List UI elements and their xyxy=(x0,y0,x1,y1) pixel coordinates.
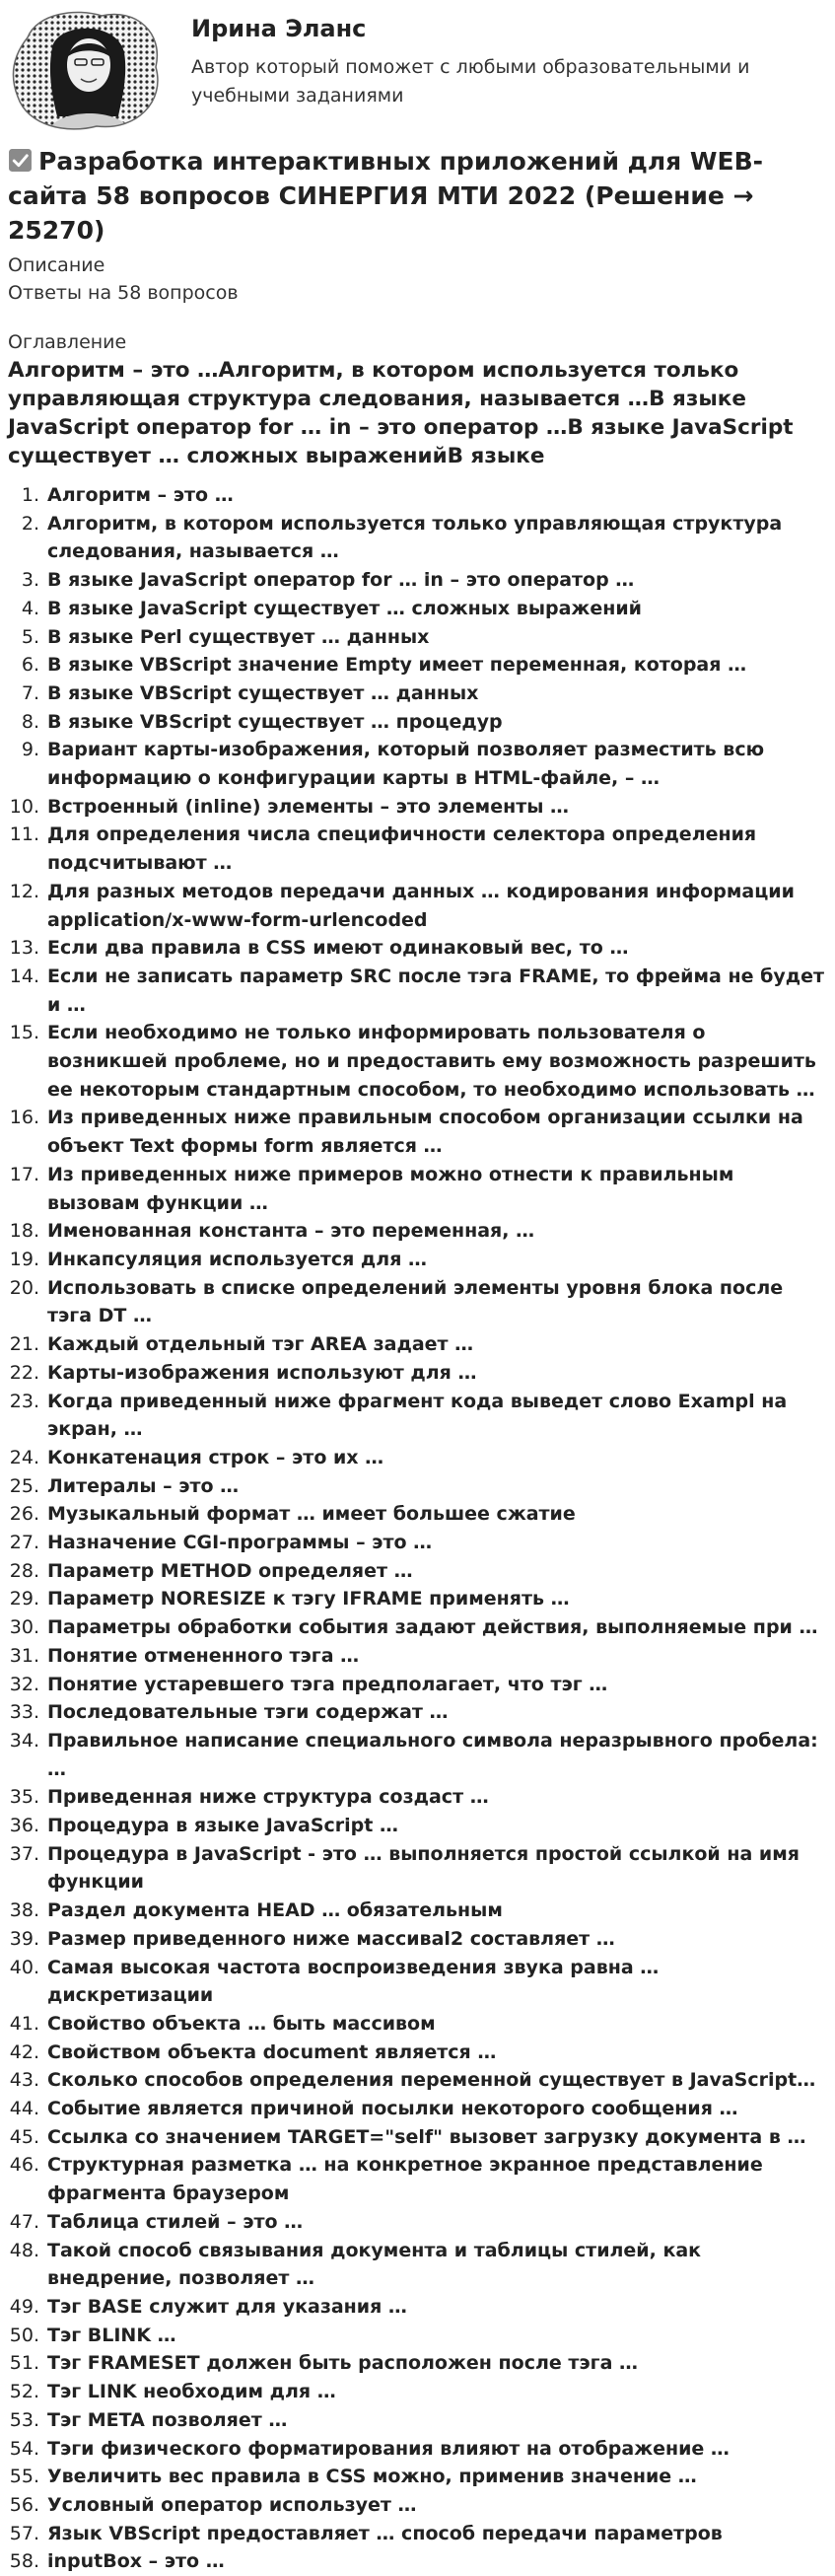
toc-item-number: 44. xyxy=(9,2098,39,2120)
author-avatar[interactable] xyxy=(8,8,166,134)
work-title-text: Разработка интерактивных приложений для WEB-сайта 58 вопросов СИНЕРГИЯ МТИ 2022 (Решение → 25270) xyxy=(8,147,764,245)
toc-item-text: Свойством объекта document является … xyxy=(47,2040,497,2063)
toc-item-number: 35. xyxy=(9,1786,39,1809)
toc-item-number: 6. xyxy=(21,654,39,677)
toc-item-number: 13. xyxy=(9,937,39,960)
toc-item-text: Тэг FRAMESET должен быть расположен после тэга … xyxy=(47,2352,639,2375)
toc-item-text: Именованная константа – это переменная, … xyxy=(47,1220,535,1243)
toc-item-number: 17. xyxy=(9,1163,39,1185)
author-card xyxy=(8,0,827,138)
toc-item-text: Язык VBScript предоставляет … способ передачи параметров xyxy=(47,2522,723,2544)
toc-item-text: Правильное написание специального символа неразрывного пробела: … xyxy=(47,1729,818,1780)
toc-item-text: Из приведенных ниже правильным способом организации ссылки на объект Text формы form является … xyxy=(47,1107,803,1158)
toc-item-text: Размер приведенного ниже массиваl2 составляет … xyxy=(47,1927,615,1950)
toc-item-text: В языке Perl существует … данных xyxy=(47,625,430,648)
toc-label: Оглавление xyxy=(8,331,127,353)
description-text: Ответы на 58 вопросов xyxy=(8,282,239,304)
toc-item-number: 55. xyxy=(9,2466,39,2488)
toc-item[interactable] xyxy=(8,878,827,934)
toc-item-text: Сколько способов определения переменной существует в JavaScript… xyxy=(47,2069,816,2092)
toc-item[interactable] xyxy=(8,1727,827,1783)
toc-item[interactable] xyxy=(8,2378,827,2406)
toc-item[interactable] xyxy=(8,2491,827,2520)
toc-item[interactable] xyxy=(8,963,827,1019)
toc-item[interactable] xyxy=(8,1246,827,1274)
toc-item[interactable] xyxy=(8,1019,827,1104)
toc-item-text: Такой способ связывания документа и таблицы стилей, как внедрение, позволяет … xyxy=(47,2239,702,2290)
author-name[interactable]: Ирина Эланс xyxy=(191,15,367,42)
toc-item-text: Конкатенация строк – это их … xyxy=(47,1446,384,1468)
toc-item-number: 9. xyxy=(21,739,39,761)
toc-item-number: 49. xyxy=(9,2296,39,2318)
toc-item-text: В языке JavaScript существует … сложных выражений xyxy=(47,597,642,619)
toc-item-text: Каждый отдельный тэг AREA задает … xyxy=(47,1333,474,1356)
toc-item-number: 4. xyxy=(21,597,39,619)
toc-item-number: 50. xyxy=(9,2324,39,2346)
toc-item-number: 52. xyxy=(9,2381,39,2403)
toc-item[interactable] xyxy=(8,1274,827,1330)
toc-item-text: В языке VBScript существует … процедур xyxy=(47,710,503,733)
toc-item[interactable] xyxy=(8,2095,827,2123)
toc-item-text: Карты-изображения используют для … xyxy=(47,1361,477,1384)
toc-item[interactable] xyxy=(8,1840,827,1896)
toc-item[interactable] xyxy=(8,1783,827,1812)
toc-item-text: Если не записать параметр SRC после тэга FRAME, то фрейма не будет и … xyxy=(47,965,824,1016)
toc-item[interactable] xyxy=(8,481,827,510)
toc-item-text: Процедура в JavaScript - это … выполняется простой ссылкой на имя функции xyxy=(47,1842,800,1894)
toc-item-text: Тэги физического форматирования влияют на отображение … xyxy=(47,2437,730,2460)
toc-item[interactable] xyxy=(8,1671,827,1699)
toc-item[interactable] xyxy=(8,2010,827,2039)
toc-item-text: Параметры обработки события задают действия, выполняемые при … xyxy=(47,1616,818,1639)
toc-item-number: 51. xyxy=(9,2352,39,2375)
toc-item-number: 7. xyxy=(21,681,39,704)
toc-item-number: 56. xyxy=(9,2493,39,2516)
toc-item-text: Алгоритм – это … xyxy=(47,484,234,506)
toc-item-text: Самая высокая частота воспроизведения звука равна … дискретизации xyxy=(47,1956,660,2007)
toc-item[interactable] xyxy=(8,2349,827,2378)
toc-item-text: Назначение CGI-программы – это … xyxy=(47,1532,433,1554)
toc-list xyxy=(8,481,827,2576)
toc-item-number: 24. xyxy=(9,1446,39,1468)
toc-item[interactable] xyxy=(8,1444,827,1472)
toc-item-number: 14. xyxy=(9,965,39,987)
toc-item-number: 40. xyxy=(9,1956,39,1978)
toc-item-number: 19. xyxy=(9,1248,39,1270)
description-label: Описание xyxy=(8,254,105,276)
toc-item-number: 37. xyxy=(9,1842,39,1865)
toc-item-text: Понятие устаревшего тэга предполагает, что тэг … xyxy=(47,1673,608,1695)
toc-item-number: 31. xyxy=(9,1644,39,1667)
toc-item[interactable] xyxy=(8,1698,827,1727)
toc-item-text: Параметр NORESIZE к тэгу IFRAME применять … xyxy=(47,1588,570,1610)
toc-item-number: 45. xyxy=(9,2125,39,2148)
toc-item-text: В языке VBScript значение Empty имеет переменная, которая … xyxy=(47,654,747,677)
toc-item-text: Для определения числа специфичности селектора определения подсчитывают … xyxy=(47,823,757,875)
toc-item[interactable] xyxy=(8,1812,827,1840)
toc-item-number: 16. xyxy=(9,1107,39,1129)
toc-item[interactable] xyxy=(8,1557,827,1586)
toc-item-number: 26. xyxy=(9,1503,39,1526)
toc-item[interactable] xyxy=(8,1642,827,1671)
toc-item-text: inputBox – это … xyxy=(47,2550,225,2573)
toc-item[interactable] xyxy=(8,680,827,708)
toc-item-text: Музыкальный формат … имеет большее сжатие xyxy=(47,1503,576,1526)
toc-item-number: 47. xyxy=(9,2210,39,2233)
toc-item[interactable] xyxy=(8,821,827,877)
toc-item-number: 36. xyxy=(9,1815,39,1837)
toc-item[interactable] xyxy=(8,2151,827,2207)
toc-item-number: 21. xyxy=(9,1333,39,1356)
toc-item-text: Тэг META позволяет … xyxy=(47,2408,288,2431)
toc-item-number: 41. xyxy=(9,2012,39,2035)
toc-item-text: Тэг LINK необходим для … xyxy=(47,2381,336,2403)
toc-item-number: 27. xyxy=(9,1532,39,1554)
toc-item[interactable] xyxy=(8,1896,827,1925)
toc-item[interactable] xyxy=(8,2520,827,2548)
toc-item-text: Последовательные тэги содержат … xyxy=(47,1701,449,1724)
toc-item-number: 48. xyxy=(9,2239,39,2261)
toc-item-number: 42. xyxy=(9,2040,39,2063)
toc-item-text: Если два правила в CSS имеют одинаковый вес, то … xyxy=(47,937,629,960)
toc-item[interactable] xyxy=(8,2066,827,2095)
toc-item[interactable] xyxy=(8,1585,827,1613)
toc-item-number: 15. xyxy=(9,1022,39,1044)
toc-item-number: 28. xyxy=(9,1559,39,1582)
toc-item-number: 29. xyxy=(9,1588,39,1610)
toc-item-number: 3. xyxy=(21,569,39,592)
toc-item-number: 22. xyxy=(9,1361,39,1384)
toc-item-number: 30. xyxy=(9,1616,39,1639)
work-title xyxy=(8,144,827,248)
toc-item-number: 10. xyxy=(9,795,39,818)
toc-item[interactable] xyxy=(8,1472,827,1501)
toc-item-number: 58. xyxy=(9,2550,39,2573)
toc-item-text: Литералы – это … xyxy=(47,1474,240,1497)
toc-item-number: 5. xyxy=(21,625,39,648)
toc-item-text: Свойство объекта … быть массивом xyxy=(47,2012,436,2035)
toc-item-number: 46. xyxy=(9,2154,39,2177)
toc-item[interactable] xyxy=(8,2237,827,2293)
toc-item-number: 12. xyxy=(9,880,39,902)
toc-item[interactable] xyxy=(8,1217,827,1246)
toc-item[interactable] xyxy=(8,1925,827,1954)
toc-item-text: Для разных методов передачи данных … кодирования информации application/x-www-form-urlencoded xyxy=(47,880,795,931)
toc-item-text: Таблица стилей – это … xyxy=(47,2210,304,2233)
toc-item-text: Структурная разметка … на конкретное экранное представление фрагмента браузером xyxy=(47,2154,763,2205)
toc-item[interactable] xyxy=(8,2463,827,2491)
toc-item[interactable] xyxy=(8,2406,827,2435)
toc-item[interactable] xyxy=(8,1359,827,1388)
toc-item-text: Инкапсуляция используется для … xyxy=(47,1248,428,1270)
toc-item-number: 25. xyxy=(9,1474,39,1497)
toc-item[interactable] xyxy=(8,2293,827,2322)
toc-item-text: Раздел документа HEAD … обязательным xyxy=(47,1899,503,1922)
toc-item-number: 53. xyxy=(9,2408,39,2431)
toc-item[interactable] xyxy=(8,595,827,623)
toc-item-number: 23. xyxy=(9,1390,39,1412)
toc-item[interactable] xyxy=(8,736,827,792)
toc-item-text: Приведенная ниже структура создаст … xyxy=(47,1786,489,1809)
toc-item[interactable] xyxy=(8,1529,827,1557)
toc-item-text: Увеличить вес правила в CSS можно, применив значение … xyxy=(47,2466,697,2488)
toc-item-text: Из приведенных ниже примеров можно отнести к правильным вызовам функции … xyxy=(47,1163,734,1214)
toc-item-number: 39. xyxy=(9,1927,39,1950)
toc-item[interactable] xyxy=(8,1161,827,1217)
toc-item-text: В языке JavaScript оператор for … in – это оператор … xyxy=(47,569,635,592)
toc-item-text: Процедура в языке JavaScript … xyxy=(47,1815,398,1837)
toc-item-number: 33. xyxy=(9,1701,39,1724)
toc-item-number: 1. xyxy=(21,484,39,506)
toc-item-number: 54. xyxy=(9,2437,39,2460)
toc-item-number: 57. xyxy=(9,2522,39,2544)
checkbox-checked-icon xyxy=(8,148,33,173)
toc-item[interactable] xyxy=(8,934,827,963)
toc-item[interactable] xyxy=(8,1613,827,1642)
toc-item-text: Встроенный (inline) элементы – это элементы … xyxy=(47,795,570,818)
toc-item-text: Когда приведенный ниже фрагмент кода выведет слово Exampl на экран, … xyxy=(47,1390,788,1441)
toc-item[interactable] xyxy=(8,1388,827,1444)
toc-item-text: Событие является причиной посылки некоторого сообщения … xyxy=(47,2098,738,2120)
toc-item[interactable] xyxy=(8,2039,827,2067)
toc-item[interactable] xyxy=(8,708,827,737)
toc-item-number: 20. xyxy=(9,1276,39,1299)
toc-item[interactable] xyxy=(8,1500,827,1529)
toc-item-number: 11. xyxy=(9,823,39,846)
toc-item[interactable] xyxy=(8,2435,827,2464)
toc-item-number: 18. xyxy=(9,1220,39,1243)
toc-item-number: 32. xyxy=(9,1673,39,1695)
toc-item-text: Использовать в списке определений элементы уровня блока после тэга DT … xyxy=(47,1276,784,1327)
toc-item-number: 2. xyxy=(21,512,39,535)
toc-item-text: Параметр METHOD определяет … xyxy=(47,1559,413,1582)
toc-item-text: Алгоритм, в котором используется только управляющая структура следования, называется … xyxy=(47,512,783,563)
toc-item-text: Если необходимо не только информировать пользователя о возникшей проблеме, но и предоставить ему возможность разрешить ее некоторым стандартным способом, то необходимо использовать … xyxy=(47,1022,816,1101)
toc-item-number: 8. xyxy=(21,710,39,733)
toc-item-text: Вариант карты-изображения, который позволяет разместить всю информацию о конфигурации карты в HTML-файле, – … xyxy=(47,739,765,790)
toc-item[interactable] xyxy=(8,510,827,566)
toc-item[interactable] xyxy=(8,793,827,822)
toc-item[interactable] xyxy=(8,2547,827,2576)
toc-item-text: Понятие отмененного тэга … xyxy=(47,1644,360,1667)
toc-item-text: Условный оператор использует … xyxy=(47,2493,417,2516)
toc-item[interactable] xyxy=(8,651,827,680)
toc-item[interactable] xyxy=(8,1104,827,1160)
toc-item-text: В языке VBScript существует … данных xyxy=(47,681,479,704)
toc-item-text: Тэг BLINK … xyxy=(47,2324,176,2346)
author-info xyxy=(191,8,822,110)
toc-item[interactable] xyxy=(8,2208,827,2237)
toc-item[interactable] xyxy=(8,2123,827,2152)
toc-item[interactable] xyxy=(8,1330,827,1359)
toc-item[interactable] xyxy=(8,623,827,652)
author-description: Автор который поможет с любыми образовательными и учебными заданиями xyxy=(191,56,750,107)
toc-item-number: 38. xyxy=(9,1899,39,1922)
toc-item[interactable] xyxy=(8,2322,827,2350)
toc-item[interactable] xyxy=(8,1954,827,2010)
toc-item-text: Тэг BASE служит для указания … xyxy=(47,2296,407,2318)
toc-item-text: Ссылка со значением TARGET="self" вызовет загрузку документа в … xyxy=(47,2125,806,2148)
toc-heading: Алгоритм – это …Алгоритм, в котором используется только управляющая структура следования, называется …В языке JavaScript оператор for … in – это оператор …В языке JavaScript существует … сложных выраженийВ языке xyxy=(8,358,794,468)
toc-item-number: 34. xyxy=(9,1729,39,1752)
toc-item-number: 43. xyxy=(9,2069,39,2092)
toc-item[interactable] xyxy=(8,566,827,595)
